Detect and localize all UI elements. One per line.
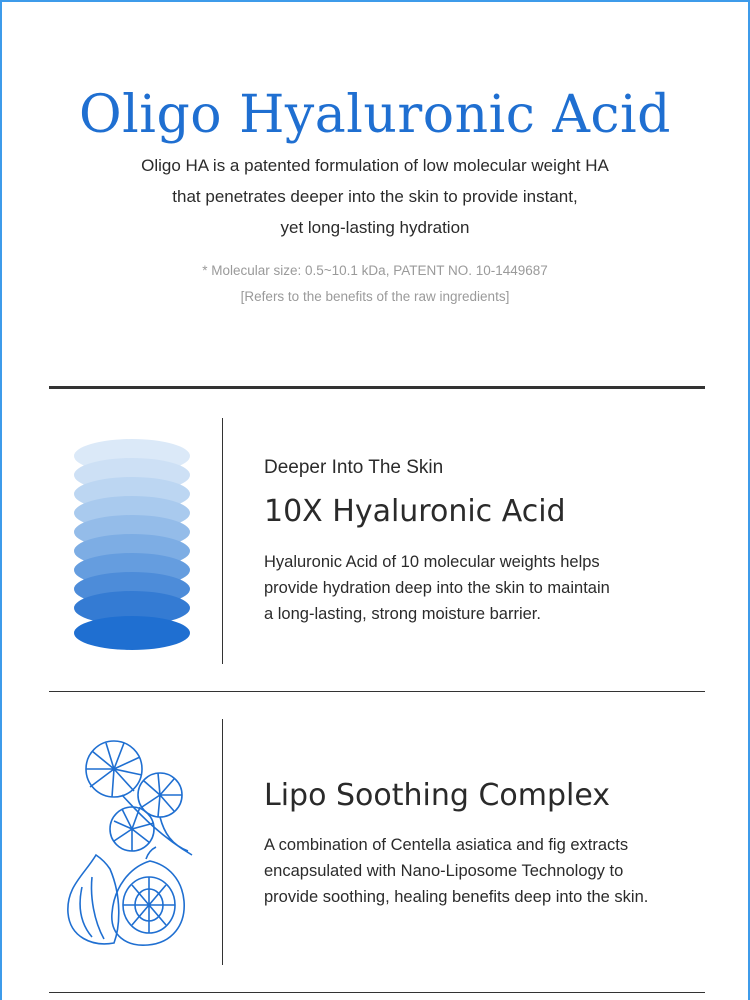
section-divider — [49, 386, 705, 389]
footnote-line: * Molecular size: 0.5~10.1 kDa, PATENT NO. 10-1449687 — [202, 263, 548, 278]
centella-fig-illustration-icon — [62, 737, 202, 949]
body-line: encapsulated with Nano-Liposome Technology to — [264, 862, 624, 880]
intro-line: that penetrates deeper into the skin to provide instant, — [172, 187, 578, 206]
intro-line: Oligo HA is a patented formulation of low molecular weight HA — [141, 156, 609, 175]
body-line: a long-lasting, strong moisture barrier. — [264, 605, 541, 623]
footnote — [2, 258, 748, 310]
section-divider — [49, 992, 705, 993]
body-line: provide soothing, healing benefits deep into the skin. — [264, 888, 649, 906]
column-divider — [222, 719, 223, 965]
section-body — [264, 549, 610, 627]
page-title: Oligo Hyaluronic Acid — [79, 84, 671, 145]
section-heading: Lipo Soothing Complex — [264, 778, 611, 813]
footnote-line: [Refers to the benefits of the raw ingredients] — [240, 289, 510, 304]
body-line: provide hydration deep into the skin to maintain — [264, 579, 610, 597]
section-heading: 10X Hyaluronic Acid — [264, 494, 566, 529]
section-subtitle: Deeper Into The Skin — [264, 457, 444, 478]
column-divider — [222, 418, 223, 664]
intro-line: yet long-lasting hydration — [280, 218, 470, 237]
body-line: A combination of Centella asiatica and fig extracts — [264, 836, 629, 854]
section-divider — [49, 691, 705, 692]
intro-text — [2, 150, 748, 243]
section-body — [264, 832, 648, 910]
stacked-discs-icon — [70, 436, 194, 658]
body-line: Hyaluronic Acid of 10 molecular weights helps — [264, 553, 600, 571]
